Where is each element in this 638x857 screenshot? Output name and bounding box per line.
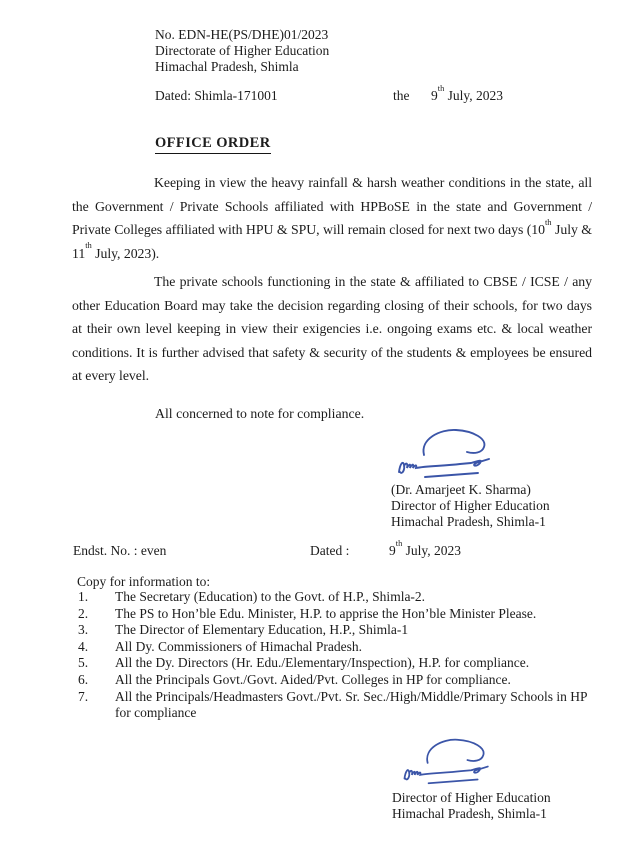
list-item bbox=[78, 622, 590, 639]
list-item bbox=[78, 655, 590, 672]
list-item bbox=[78, 606, 590, 623]
date-article: the bbox=[393, 88, 410, 103]
compliance-note: All concerned to note for compliance. bbox=[155, 406, 365, 421]
signature-icon bbox=[398, 735, 498, 787]
list-item bbox=[78, 689, 590, 722]
reference-block bbox=[155, 27, 329, 75]
para1-ordinal-1: th bbox=[544, 216, 552, 227]
list-item-text: The Secretary (Education) to the Govt. of H.P., Shimla-2. bbox=[115, 589, 426, 604]
list-item-text: All the Dy. Directors (Hr. Edu./Elementary/Inspection), H.P. for compliance. bbox=[115, 655, 530, 671]
dated-row bbox=[0, 83, 638, 106]
issue-date-ordinal: th bbox=[437, 83, 445, 93]
signatory-block bbox=[391, 482, 550, 529]
para1-text-2: July & 11 bbox=[72, 222, 592, 261]
dated-place: Dated: Shimla-171001 bbox=[155, 88, 278, 103]
list-item bbox=[78, 639, 590, 656]
issue-date-day: 9 bbox=[431, 88, 438, 103]
directorate-line: Directorate of Higher Education bbox=[155, 43, 330, 58]
issue-date-rest: July, 2023 bbox=[444, 88, 504, 103]
list-item-text: All the Principals Govt./Govt. Aided/Pvt. Colleges in HP for compliance. bbox=[115, 671, 511, 687]
list-item-text: The PS to Hon’ble Edu. Minister, H.P. to apprise the Hon’ble Minister Please. bbox=[115, 605, 537, 621]
list-item-text: All Dy. Commissioners of Himachal Pradesh. bbox=[115, 638, 362, 654]
paragraph-private-schools: The private schools functioning in the state & affiliated to CBSE / ICSE / any other Education Board may take the decision regarding closing of their schools, for two days at their own level keeping in view their exigencies i.e. ongoing exams etc. & local weather conditions. It is further advised that safety & security of the students & employees be ensured at every level. bbox=[72, 274, 592, 383]
footer-signatory-block bbox=[392, 790, 551, 822]
paragraph-closure-order bbox=[72, 171, 592, 265]
para1-text-3: July, 2023). bbox=[91, 245, 160, 261]
copy-list-heading: Copy for information to: bbox=[77, 574, 211, 589]
list-item-text: All the Principals/Headmasters Govt./Pvt. Sr. Sec./High/Middle/Primary Schools in HP for compliance bbox=[115, 688, 587, 721]
list-item-number: 6. bbox=[78, 671, 89, 687]
signatory-address: Himachal Pradesh, Shimla-1 bbox=[391, 513, 546, 529]
signatory-name: (Dr. Amarjeet K. Sharma) bbox=[391, 482, 531, 497]
signature-icon bbox=[392, 426, 500, 480]
list-item-number: 1. bbox=[78, 589, 89, 604]
signatory-designation: Director of Higher Education bbox=[391, 497, 550, 513]
issue-date bbox=[431, 83, 504, 104]
copy-list bbox=[78, 589, 590, 722]
endorsement-date-rest: July, 2023 bbox=[402, 543, 462, 558]
location-line: Himachal Pradesh, Shimla bbox=[155, 59, 299, 74]
list-item bbox=[78, 589, 590, 606]
footer-signatory-address: Himachal Pradesh, Shimla-1 bbox=[392, 805, 547, 821]
endorsement-number: Endst. No. : even bbox=[73, 543, 167, 558]
list-item-number: 5. bbox=[78, 655, 89, 671]
reference-number: No. EDN-HE(PS/DHE)01/2023 bbox=[155, 27, 329, 42]
list-item-number: 7. bbox=[78, 688, 89, 704]
list-item-text: The Director of Elementary Education, H.P., Shimla-1 bbox=[115, 622, 409, 638]
endorsement-dated-label: Dated : bbox=[310, 543, 350, 558]
endorsement-row bbox=[0, 538, 638, 561]
para1-ordinal-2: th bbox=[85, 240, 92, 251]
para1-text: Keeping in view the heavy rainfall & harsh weather conditions in the state, all the Government / Private Schools affiliated with HPBoSE in the state and Government / Private Colleges affiliated with HPU & SPU, will remain closed for next two days (10 bbox=[72, 175, 592, 237]
list-item-number: 2. bbox=[78, 605, 89, 621]
endorsement-date bbox=[389, 538, 462, 559]
endorsement-date-ordinal: th bbox=[395, 538, 403, 548]
list-item-number: 3. bbox=[78, 622, 89, 638]
footer-signatory-designation: Director of Higher Education bbox=[392, 790, 551, 805]
endorsement-date-day: 9 bbox=[389, 543, 396, 558]
list-item bbox=[78, 672, 590, 689]
document-title: OFFICE ORDER bbox=[155, 135, 271, 154]
list-item-number: 4. bbox=[78, 638, 89, 654]
